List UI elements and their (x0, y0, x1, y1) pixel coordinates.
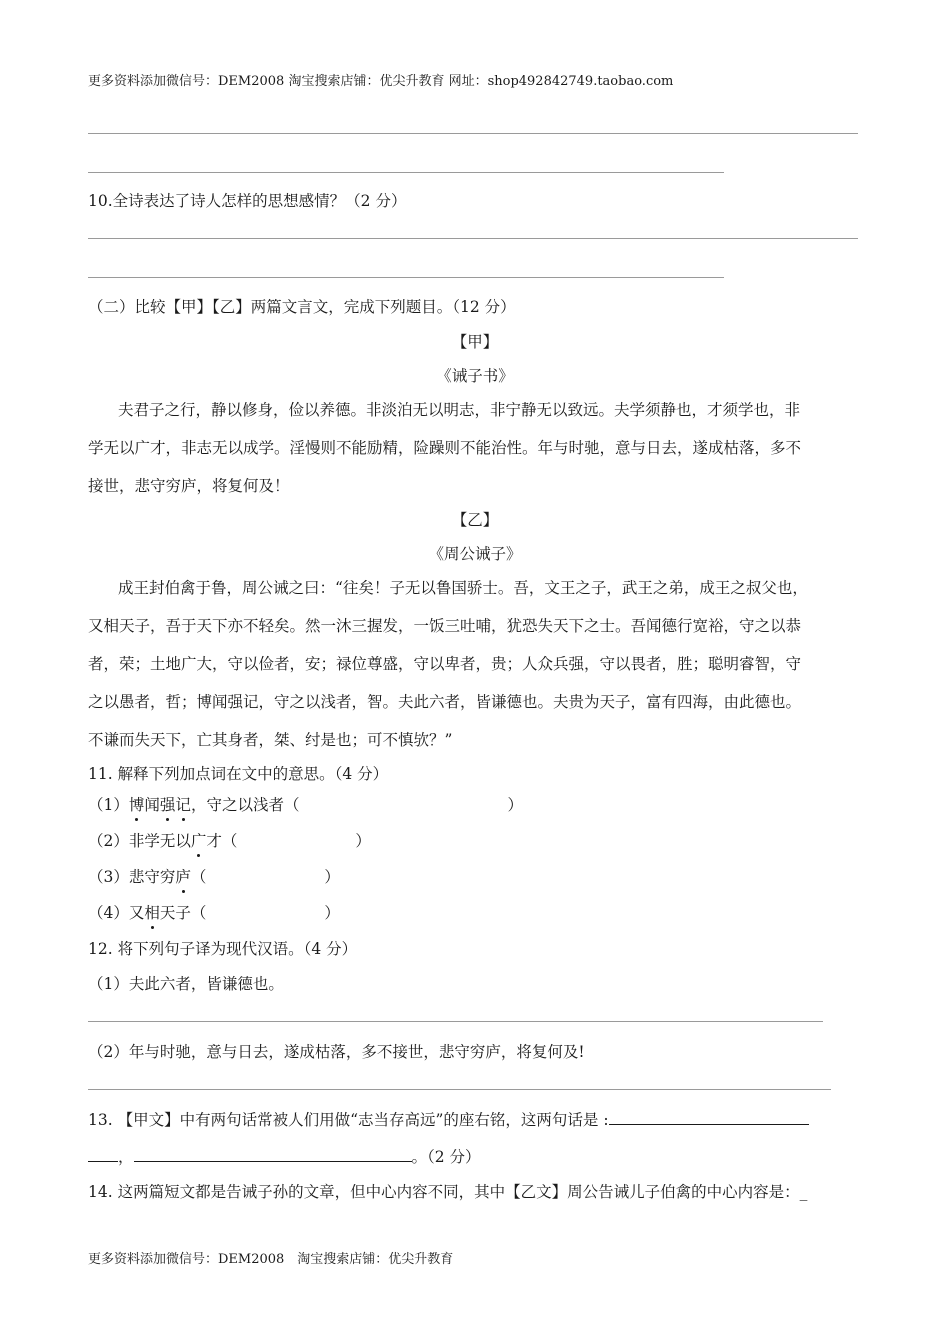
answer-line (88, 277, 724, 278)
dotted-char: 强 (160, 793, 176, 815)
dotted-char: 博 (129, 793, 145, 815)
section-2-title: （二）比较【甲】【乙】两篇文言文，完成下列题目。（12 分） (88, 298, 516, 316)
q11-item-1 (88, 793, 523, 815)
item-close: ） (324, 904, 340, 922)
item-text: （ (190, 868, 207, 886)
jia-line: 接世，悲守穷庐，将复何及！ (88, 477, 290, 495)
q11-item-3 (88, 865, 340, 887)
question-11: 11. 解释下列加点词在文中的意思。（4 分） (88, 765, 389, 783)
q13-end: 。（2 分） (411, 1148, 481, 1166)
yi-line: 者，荣；土地广大，守以俭者，安；禄位尊盛，守以卑者，贵；人众兵强，守以畏者，胜；聪明睿智，守 (88, 655, 802, 673)
question-13 (88, 1108, 809, 1130)
q11-item-4 (88, 901, 340, 923)
item-close: ） (324, 868, 340, 886)
question-10: 10.全诗表达了诗人怎样的思想感情？（2 分） (88, 192, 407, 210)
jia-line: 夫君子之行，静以修身，俭以养德。非淡泊无以明志，非宁静无以致远。夫学须静也，才须学也，非 (118, 401, 801, 419)
q13-text: 13. 【甲文】中有两句话常被人们用做“志当存高远”的座右铭，这两句话是 : (88, 1111, 609, 1129)
jia-label: 【甲】 (451, 333, 499, 351)
item-close: ） (355, 832, 371, 850)
q12-sentence-1: （1）夫此六者，皆谦德也。 (88, 975, 284, 993)
page-header: 更多资料添加微信号：DEM2008 淘宝搜索店铺：优尖升教育 网址：shop492842749.taobao.com (88, 74, 674, 89)
answer-line (88, 238, 858, 239)
yi-line: 成王封伯禽于鲁，周公诫之曰：“往矣！子无以鲁国骄士。吾，文王之子，武王之弟，成王之叔父也， (118, 579, 808, 597)
answer-line (88, 133, 858, 134)
dotted-char: 记 (175, 793, 191, 815)
item-prefix: （4）又 (88, 904, 145, 922)
item-text: ，守之以浅者（ (190, 796, 300, 814)
yi-line: 之以愚者，哲；博闻强记，守之以浅者，智。夫此六者，皆谦德也。夫贵为天子，富有四海，由此德也。 (88, 693, 802, 711)
question-14: 14. 这两篇短文都是告诫子孙的文章，但中心内容不同，其中【乙文】周公告诫儿子伯禽的中心内容是：_ (88, 1183, 808, 1201)
yi-line: 不谦而失天下，亡其身者，桀、纣是也；可不慎欤？” (88, 731, 453, 749)
yi-line: 又相天子，吾于天下亦不轻矣。然一沐三握发，一饭三吐哺，犹恐失天下之士。吾闻德行宽裕，守之以恭 (88, 617, 802, 635)
item-text: 天子（ (159, 904, 207, 922)
plain-char: 闻 (144, 796, 160, 814)
dotted-char: 相 (144, 901, 160, 923)
q13-continued (88, 1145, 481, 1167)
q12-sentence-2: （2）年与时驰，意与日去，遂成枯落，多不接世，悲守穷庐，将复何及! (88, 1043, 585, 1061)
answer-blank[interactable] (134, 1147, 412, 1162)
item-prefix: （2）非学无以 (88, 832, 191, 850)
question-12: 12. 将下列句子译为现代汉语。（4 分） (88, 940, 358, 958)
answer-blank[interactable] (88, 1147, 118, 1162)
yi-label: 【乙】 (451, 511, 499, 529)
q11-item-2 (88, 829, 371, 851)
item-close: ） (507, 796, 523, 814)
answer-line[interactable] (88, 1021, 823, 1022)
dotted-char: 广 (191, 829, 207, 851)
answer-line[interactable] (88, 1089, 831, 1090)
item-prefix: （3）悲守穷 (88, 868, 176, 886)
item-prefix: （1） (88, 796, 129, 814)
dotted-char: 庐 (175, 865, 191, 887)
answer-line (88, 172, 724, 173)
q13-sep: ， (118, 1148, 134, 1166)
page-footer: 更多资料添加微信号：DEM2008 淘宝搜索店铺：优尖升教育 (88, 1252, 454, 1267)
yi-title: 《周公诫子》 (428, 545, 522, 563)
item-text: 才（ (206, 832, 238, 850)
jia-line: 学无以广才，非志无以成学。淫慢则不能励精，险躁则不能治性。年与时驰，意与日去，遂成枯落，多不 (88, 439, 802, 457)
answer-blank[interactable] (609, 1110, 809, 1125)
jia-title: 《诫子书》 (436, 367, 514, 385)
